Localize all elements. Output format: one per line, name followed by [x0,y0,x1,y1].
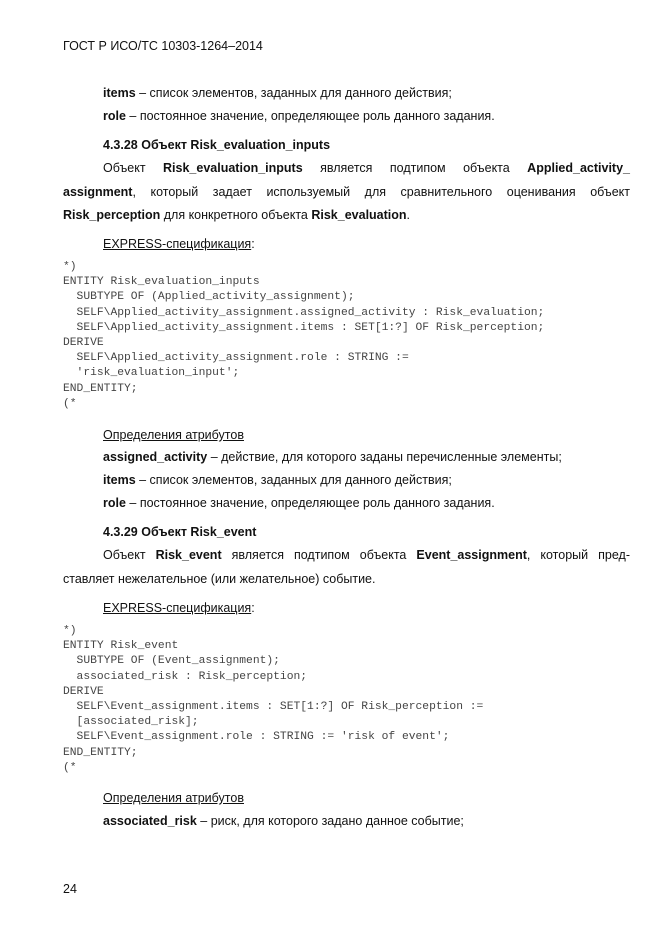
attribute-definitions-heading: Определения атрибутов [103,428,244,442]
text: , который пред- [526,548,630,562]
entity-name: Applied_activity_ [527,161,630,175]
page-header: ГОСТ Р ИСО/ТС 10303-1264–2014 [63,39,263,53]
entity-name: Risk_perception [63,208,161,222]
page-number: 24 [63,882,77,896]
term-description: – риск, для которого задано данное событие; [196,814,464,828]
paragraph-line [63,207,410,223]
express-label [103,600,255,616]
entity-name: Risk_evaluation [311,208,407,222]
text: Объект [103,161,164,175]
term: associated_risk [103,814,197,828]
paragraph-line [103,547,630,563]
entity-name: assignment [63,185,133,199]
text: является подтипом объекта [302,161,528,175]
term: role [103,109,126,123]
paragraph-line: ставляет нежелательное (или желательное) событие. [63,572,376,586]
express-link-text: EXPRESS-спецификация [103,601,252,615]
paragraph-line [103,160,630,176]
express-code-block: *) ENTITY Risk_event SUBTYPE OF (Event_assignment); associated_risk : Risk_perception; DERIVE SELF\Event_assignment.items : SET[1:?] OF Risk_perception := [associated_risk]; SELF\Event_assignment.role : STRING := 'risk of event'; END_ENTITY; (* [63,625,484,774]
text: : [251,601,255,615]
text: является подтипом объекта [221,548,417,562]
express-code-block: *) ENTITY Risk_evaluation_inputs SUBTYPE OF (Applied_activity_assignment); SELF\Applied_activity_assignment.assigned_activity : Risk_evaluation; SELF\Applied_activity_assignment.items : SET[1:?] OF Risk_perception; DERIVE SELF\Applied_activity_assignment.role : STRING := 'risk_evaluation_input'; END_ENTITY; (* [63,261,545,410]
section-heading: 4.3.28 Объект Risk_evaluation_inputs [103,138,331,152]
entity-name: Risk_event [155,548,222,562]
term-description: – постоянное значение, определяющее роль данного задания. [125,109,495,123]
term-description: – список элементов, заданных для данного действия; [135,86,452,100]
text: : [251,237,255,251]
entity-name: Event_assignment [416,548,527,562]
term-description: – действие, для которого заданы перечисленные элементы; [207,450,562,464]
text: . [406,208,411,222]
definition-associated-risk [103,813,464,829]
text: , который задает используемый для сравнительного оценивания объект [132,185,630,199]
term: items [103,86,136,100]
entity-name: Risk_evaluation_inputs [163,161,303,175]
term-description: – постоянное значение, определяющее роль данного задания. [125,496,495,510]
definition-assigned-activity [103,449,562,465]
definition-role [103,108,495,124]
definition-items [103,85,452,101]
definition-role [103,495,495,511]
express-link-text: EXPRESS-спецификация [103,237,252,251]
attribute-definitions-heading: Определения атрибутов [103,791,244,805]
term: role [103,496,126,510]
text: для конкретного объекта [160,208,312,222]
section-heading: 4.3.29 Объект Risk_event [103,525,257,539]
term: items [103,473,136,487]
text: Объект [103,548,156,562]
express-label [103,236,255,252]
term: assigned_activity [103,450,208,464]
term-description: – список элементов, заданных для данного действия; [135,473,452,487]
definition-items [103,472,452,488]
paragraph-line [63,184,630,200]
